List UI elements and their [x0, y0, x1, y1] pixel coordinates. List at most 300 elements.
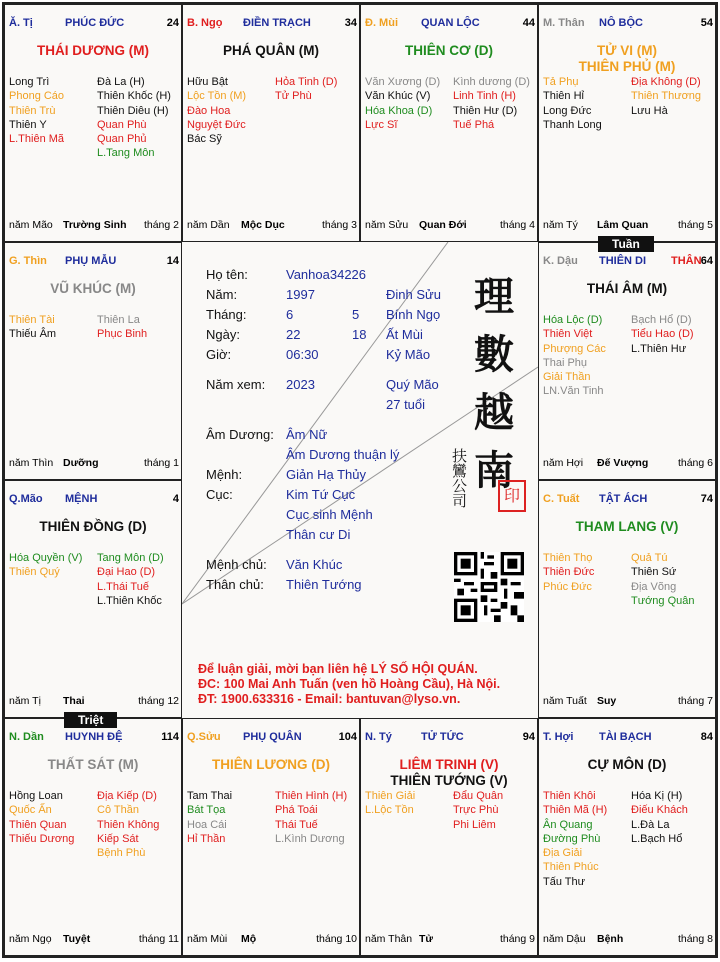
minor-star: Quan Phù — [97, 118, 147, 131]
minor-star: Văn Xương (D) — [365, 76, 441, 88]
footer-stage: Tuyệt — [63, 933, 91, 945]
minor-star: L.Thiên Khốc — [97, 594, 162, 607]
menhchu-value: Văn Khúc — [286, 557, 343, 572]
minor-star: Nguyệt Đức — [187, 118, 246, 131]
minor-star: Giải Thần — [543, 371, 591, 384]
minor-star: Phúc Đức — [543, 580, 592, 593]
footer-month: tháng 9 — [499, 933, 535, 945]
than-marker: THÂN — [671, 255, 702, 267]
minor-star: Trực Phù — [453, 804, 499, 817]
palace-cell — [538, 480, 716, 718]
minor-star: L.Tang Môn — [97, 147, 155, 160]
main-star: THIÊN TƯỚNG (V) — [390, 773, 508, 788]
palace-footer — [9, 457, 179, 471]
minor-star: Văn Khúc (V) — [365, 90, 431, 103]
minor-star: Hữu Bật — [187, 76, 228, 88]
footer-month: tháng 12 — [138, 695, 179, 707]
minor-star: Tuế Phá — [453, 118, 495, 131]
callig-char-2: 數 — [474, 331, 514, 378]
minor-stars-left — [9, 313, 56, 342]
palace-header — [365, 17, 535, 31]
minor-star: Quả Tú — [631, 552, 668, 564]
palace-header — [543, 731, 713, 745]
gio-can: Kỷ Mão — [386, 347, 431, 362]
palace-name: THIÊN DI — [599, 255, 647, 267]
cuc-value: Kim Tứ Cục — [286, 487, 356, 502]
minor-star: L.Thiên Hư — [631, 342, 687, 355]
main-star: THAM LANG (V) — [575, 519, 679, 534]
palace-cell — [360, 4, 538, 242]
footer-month: tháng 3 — [321, 219, 357, 231]
palace-cell — [538, 4, 716, 242]
palace-footer — [365, 219, 535, 233]
palace-age-number: 44 — [522, 17, 535, 29]
minor-stars-left — [543, 75, 602, 132]
footer-year: năm Mão — [9, 219, 53, 231]
minor-stars-right — [275, 75, 337, 104]
footer-month: tháng 8 — [677, 933, 713, 945]
palace-header — [9, 255, 179, 269]
minor-star: Đào Hoa — [187, 104, 231, 117]
main-stars — [5, 757, 181, 773]
minor-star: Hóa Quyền (V) — [9, 552, 83, 564]
minor-star: Phi Liêm — [453, 818, 496, 831]
main-star: THÁI ÂM (M) — [586, 281, 668, 296]
minor-star: Tử Phù — [275, 90, 312, 103]
palace-header — [365, 731, 535, 745]
minor-stars-right — [631, 75, 701, 118]
nam-value: 1997 — [286, 287, 315, 302]
footer-year: năm Thân — [365, 933, 413, 945]
palace-name: QUAN LỘC — [421, 17, 480, 29]
callig-char-1: 理 — [474, 273, 514, 320]
minor-star: Thiên Hỉ — [543, 90, 584, 103]
thang-label: Tháng: — [206, 307, 247, 322]
palace-name: TÀI BẠCH — [599, 731, 652, 743]
minor-stars-right — [631, 313, 694, 356]
footer-month: tháng 5 — [677, 219, 713, 231]
ngay-value-a: 22 — [286, 327, 301, 342]
footer-stage: Quan Đới — [419, 219, 467, 231]
minor-star: Đẩu Quân — [453, 790, 504, 802]
palace-footer — [543, 219, 713, 233]
minor-star: Lộc Tồn (M) — [187, 90, 247, 103]
minor-star: Thiên Hư (D) — [453, 104, 518, 117]
menhchu-label: Mệnh chủ: — [206, 557, 267, 572]
palace-footer — [187, 219, 357, 233]
minor-star: Hồng Loan — [9, 790, 63, 802]
main-star: LIÊM TRINH (V) — [399, 757, 499, 772]
palace-name: PHỤ MẪU — [65, 255, 117, 267]
minor-star: Thiếu Âm — [9, 328, 57, 341]
minor-star: Địa Võng — [631, 580, 677, 593]
footer-month: tháng 10 — [316, 933, 357, 945]
palace-age-number: 54 — [700, 17, 713, 29]
minor-star: Điếu Khách — [631, 804, 688, 817]
tuoi-value: 27 tuổi — [386, 397, 426, 412]
palace-header — [9, 493, 179, 507]
palace-age-number: 94 — [522, 731, 535, 743]
namxem-value: 2023 — [286, 377, 315, 392]
nam-can: Đinh Sửu — [386, 287, 441, 302]
footer-stage: Mộc Dục — [241, 219, 285, 231]
ho-ten-value: Vanhoa34226 — [286, 267, 367, 282]
minor-star: Tướng Quân — [631, 594, 695, 607]
minor-star: Thiên La — [97, 314, 140, 326]
minor-star: Tiểu Hao (D) — [631, 328, 694, 341]
palace-branch: K. Dậu — [543, 255, 578, 267]
minor-stars-left — [365, 789, 415, 818]
callig-char-3: 越 — [474, 389, 514, 436]
main-star: VŨ KHÚC (M) — [50, 281, 136, 296]
palace-age-number: 4 — [172, 493, 179, 505]
minor-stars-left — [543, 551, 594, 594]
palace-cell — [360, 718, 538, 956]
minor-star: Phong Cáo — [9, 90, 65, 103]
main-stars — [183, 43, 359, 59]
main-stars — [183, 757, 359, 773]
minor-stars-right — [453, 75, 530, 132]
palace-header — [187, 17, 357, 31]
qr-code-icon — [454, 552, 524, 622]
minor-star: Kình dương (D) — [453, 76, 530, 88]
minor-star: Hóa Kị (H) — [631, 790, 683, 802]
main-stars — [5, 43, 181, 59]
palace-branch: G. Thìn — [9, 255, 47, 267]
main-stars — [539, 757, 715, 773]
palace-name: MỆNH — [65, 493, 98, 505]
minor-stars-right — [631, 789, 688, 846]
footer-month: tháng 7 — [677, 695, 713, 707]
namxem-can: Quý Mão — [386, 377, 439, 392]
footer-stage: Tử — [419, 933, 434, 945]
minor-star: Quan Phủ — [97, 133, 147, 146]
minor-star: Thanh Long — [543, 118, 602, 131]
main-star: THIÊN PHỦ (M) — [578, 59, 676, 74]
minor-stars-left — [187, 789, 232, 846]
palace-header — [9, 731, 179, 745]
minor-stars-left — [543, 789, 607, 889]
minor-star: Địa Không (D) — [631, 76, 701, 88]
minor-star: Thiên Khốc (H) — [97, 90, 171, 103]
palace-age-number: 24 — [166, 17, 179, 29]
minor-star: Phượng Các — [543, 342, 606, 355]
minor-star: Địa Giải — [543, 847, 583, 860]
minor-star: Cô Thần — [97, 804, 139, 817]
menh-label: Mệnh: — [206, 467, 243, 482]
minor-star: L.Thái Tuế — [97, 580, 149, 593]
footer-month: tháng 6 — [677, 457, 713, 469]
minor-star: Tang Môn (D) — [97, 552, 164, 564]
minor-stars-left — [9, 75, 64, 146]
main-star: THIÊN LƯƠNG (D) — [212, 757, 330, 772]
minor-star: L.Bạch Hổ — [631, 832, 683, 845]
minor-star: Phá Toái — [275, 804, 318, 817]
minor-stars-left — [543, 313, 606, 399]
palace-age-number: 64 — [700, 255, 713, 267]
minor-star: Tấu Thư — [543, 875, 586, 888]
amduong-label: Âm Dương: — [206, 427, 274, 442]
minor-star: Thiên Trù — [9, 104, 56, 117]
footer-year: năm Sửu — [365, 219, 409, 231]
thanchu-label: Thân chủ: — [206, 577, 264, 592]
minor-star: Hoa Cái — [187, 818, 227, 831]
palace-cell — [4, 718, 182, 956]
palace-age-number: 34 — [344, 17, 357, 29]
minor-stars-right — [631, 551, 695, 608]
palace-footer — [365, 933, 535, 947]
minor-star: Bác Sỹ — [187, 133, 222, 146]
minor-star: Thái Tuế — [275, 818, 318, 831]
triet-tag: Triệt — [64, 712, 117, 728]
minor-star: Hóa Khoa (D) — [365, 104, 433, 117]
minor-star: Đà La (H) — [97, 76, 145, 88]
minor-star: Phục Binh — [97, 328, 148, 341]
minor-star: L.Đà La — [631, 818, 670, 831]
main-stars — [5, 281, 181, 297]
main-star: TỬ VI (M) — [597, 43, 657, 58]
minor-star: L.Kình Dương — [275, 832, 345, 845]
footer-month: tháng 2 — [143, 219, 179, 231]
cuc-value-2: Cục sinh Mệnh — [286, 507, 373, 522]
thang-value-b: 5 — [352, 307, 360, 322]
minor-star: Hỏa Tinh (D) — [275, 76, 338, 88]
palace-cell — [4, 480, 182, 718]
palace-branch: Q.Mão — [9, 493, 43, 505]
footer-year: năm Tị — [9, 695, 41, 707]
minor-star: Địa Kiếp (D) — [97, 790, 157, 802]
palace-age-number: 84 — [700, 731, 713, 743]
minor-star: Thiên Mã (H) — [543, 804, 608, 817]
palace-header — [187, 731, 357, 745]
ngay-can: Ất Mùi — [386, 327, 423, 342]
calligraphy-small: 扶鸞公司 — [450, 448, 468, 508]
minor-star: Long Đức — [543, 104, 592, 117]
footer-month: tháng 4 — [499, 219, 535, 231]
minor-stars-right — [97, 551, 164, 608]
main-star: THIÊN CƠ (D) — [404, 43, 493, 58]
palace-branch: B. Ngọ — [187, 17, 223, 29]
cuc-label: Cục: — [206, 487, 233, 502]
ngay-value-b: 18 — [352, 327, 367, 342]
minor-star: Ân Quang — [543, 818, 593, 831]
palace-cell — [182, 718, 360, 956]
contact-line-3: ĐT: 1900.633316 - Email: bantuvan@lyso.vn. — [198, 692, 461, 706]
palace-footer — [187, 933, 357, 947]
minor-star: Thiên Thọ — [543, 552, 593, 564]
minor-star: Kiếp Sát — [97, 832, 139, 845]
minor-star: Thiên Phúc — [543, 861, 599, 874]
minor-star: Thiếu Dương — [9, 832, 75, 845]
main-star: THÁI DƯƠNG (M) — [37, 43, 149, 58]
footer-stage: Dưỡng — [63, 457, 99, 469]
footer-stage: Trường Sinh — [63, 219, 127, 231]
main-stars — [539, 519, 715, 535]
minor-star: Thiên Khôi — [543, 790, 596, 802]
footer-year: năm Mùi — [187, 933, 228, 945]
minor-star: Đại Hao (D) — [97, 566, 156, 579]
palace-name: ĐIỀN TRẠCH — [243, 17, 311, 29]
footer-stage: Lâm Quan — [597, 219, 649, 231]
amduong-value-2: Âm Dương thuận lý — [286, 447, 400, 462]
minor-star: Đường Phù — [543, 832, 601, 845]
minor-star: Bệnh Phù — [97, 847, 146, 860]
minor-stars-right — [453, 789, 503, 832]
palace-name: NÔ BỘC — [599, 17, 643, 29]
minor-star: L.Lộc Tồn — [365, 804, 414, 817]
footer-year: năm Tuất — [543, 695, 587, 707]
minor-star: Thiên Không — [97, 818, 160, 831]
palace-name: PHÚC ĐỨC — [65, 17, 125, 29]
minor-star: Tả Phụ — [543, 76, 579, 88]
palace-header — [543, 17, 713, 31]
palace-footer — [9, 933, 179, 947]
cuc-value-3: Thân cư Di — [286, 527, 351, 542]
contact-line-1: Để luận giải, mời bạn liên hệ LÝ SỐ HỘI QUÁN. — [198, 662, 478, 676]
calligraphy-logo — [474, 268, 514, 500]
minor-star: Thiên Quý — [9, 566, 60, 579]
thanchu-value: Thiên Tướng — [286, 577, 362, 592]
minor-star: Bạch Hổ (D) — [631, 314, 692, 326]
minor-star: Quốc Ấn — [9, 804, 52, 817]
footer-month: tháng 11 — [138, 933, 179, 945]
amduong-value: Âm Nữ — [286, 427, 328, 442]
palace-header — [9, 17, 179, 31]
footer-stage: Bệnh — [597, 933, 624, 945]
minor-star: Lưu Hà — [631, 104, 668, 117]
horoscope-chart — [2, 2, 718, 958]
palace-branch: T. Hợi — [543, 731, 574, 743]
palace-cell — [538, 718, 716, 956]
footer-year: năm Hợi — [543, 457, 584, 469]
palace-age-number: 74 — [700, 493, 713, 505]
footer-stage: Mộ — [241, 933, 257, 945]
main-stars — [539, 281, 715, 297]
palace-name: TỬ TỨC — [421, 731, 464, 743]
palace-age-number: 14 — [166, 255, 179, 267]
minor-star: Thiên Đức — [543, 566, 595, 579]
contact-block — [198, 662, 500, 707]
minor-stars-left — [187, 75, 246, 146]
footer-stage: Đế Vượng — [597, 457, 649, 469]
palace-branch: Đ. Mùi — [365, 17, 398, 29]
footer-year: năm Ngọ — [9, 933, 52, 945]
center-info-panel — [182, 242, 538, 718]
minor-star: Hỉ Thần — [187, 832, 226, 845]
gio-value: 06:30 — [286, 347, 319, 362]
footer-stage: Thai — [63, 695, 85, 707]
minor-star: Lực Sĩ — [365, 118, 398, 131]
palace-branch: Q.Sửu — [187, 731, 221, 743]
minor-star: Thiên Y — [9, 118, 47, 131]
minor-stars-right — [97, 789, 159, 860]
minor-star: Thiên Diêu (H) — [97, 104, 169, 117]
palace-cell — [182, 4, 360, 242]
palace-name: TẬT ÁCH — [599, 493, 648, 505]
minor-star: Long Trì — [9, 76, 50, 88]
palace-footer — [9, 219, 179, 233]
minor-star: Thiên Giải — [365, 790, 416, 802]
palace-header — [543, 255, 713, 269]
thang-value-a: 6 — [286, 307, 294, 322]
main-stars — [539, 43, 715, 75]
minor-stars-left — [365, 75, 440, 132]
minor-stars-left — [9, 789, 74, 846]
seal-char: 印 — [503, 486, 520, 505]
palace-footer — [9, 695, 179, 709]
footer-stage: Suy — [597, 695, 617, 707]
minor-star: Thiên Việt — [543, 328, 593, 341]
minor-star: LN.Văn Tinh — [543, 385, 604, 398]
minor-stars-right — [97, 313, 147, 342]
footer-year: năm Thìn — [9, 457, 54, 469]
main-star: PHÁ QUÂN (M) — [223, 43, 319, 58]
palace-age-number: 114 — [161, 731, 179, 743]
minor-star: Thiên Hình (H) — [275, 790, 348, 802]
minor-stars-right — [97, 75, 171, 161]
tuan-tag: Tuần — [598, 236, 654, 252]
minor-star: Thai Phụ — [543, 356, 588, 369]
ngay-label: Ngày: — [206, 327, 240, 342]
palace-footer — [543, 695, 713, 709]
callig-char-4: 南 — [474, 447, 514, 494]
main-star: THẤT SÁT (M) — [47, 757, 139, 772]
namxem-label: Năm xem: — [206, 377, 266, 392]
palace-header — [543, 493, 713, 507]
main-star: CỰ MÔN (D) — [587, 757, 667, 772]
palace-cell — [4, 242, 182, 480]
footer-year: năm Dần — [187, 219, 230, 231]
minor-stars-left — [9, 551, 82, 580]
contact-line-2: ĐC: 100 Mai Anh Tuấn (ven hồ Hoàng Cầu), Hà Nội. — [198, 677, 501, 691]
main-star: THIÊN ĐỒNG (D) — [39, 519, 147, 534]
palace-branch: N. Dần — [9, 731, 44, 743]
minor-star: Hóa Lộc (D) — [543, 314, 603, 326]
nam-label: Năm: — [206, 287, 238, 302]
minor-star: Thiên Tài — [9, 314, 55, 326]
palace-footer — [543, 457, 713, 471]
palace-branch: Ă. Tị — [9, 17, 33, 29]
thang-can: Bính Ngọ — [386, 307, 441, 322]
main-stars — [5, 519, 181, 535]
main-stars — [361, 757, 537, 789]
minor-star: Tam Thai — [187, 790, 233, 802]
minor-star: Thiên Thương — [631, 90, 702, 103]
palace-cell — [538, 242, 716, 480]
footer-year: năm Dậu — [543, 933, 586, 945]
footer-month: tháng 1 — [143, 457, 179, 469]
palace-cell — [4, 4, 182, 242]
minor-star: Thiên Quan — [9, 818, 67, 831]
minor-star: L.Thiên Mã — [9, 133, 65, 146]
palace-age-number: 104 — [338, 731, 357, 743]
ho-ten-label: Họ tên: — [206, 267, 248, 282]
main-stars — [361, 43, 537, 59]
palace-branch: M. Thân — [543, 17, 585, 29]
palace-footer — [543, 933, 713, 947]
palace-name: HUYNH ĐỆ — [65, 731, 123, 743]
palace-branch: N. Tý — [365, 731, 392, 743]
menh-value: Giản Hạ Thủy — [286, 467, 366, 482]
palace-branch: C. Tuất — [543, 493, 580, 505]
minor-stars-right — [275, 789, 347, 846]
minor-star: Linh Tinh (H) — [453, 90, 516, 103]
minor-star: Thiên Sứ — [631, 566, 677, 579]
minor-star: Bát Tọa — [187, 804, 226, 817]
palace-name: PHỤ QUÂN — [243, 731, 302, 743]
seal-stamp-icon — [498, 480, 526, 512]
gio-label: Giờ: — [206, 347, 232, 362]
